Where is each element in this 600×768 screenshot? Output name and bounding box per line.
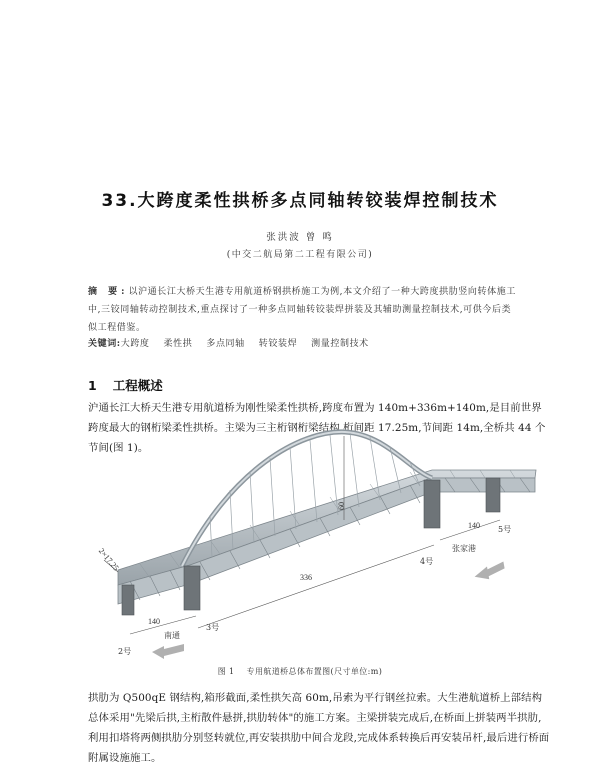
direction-north-label: 张家港 bbox=[452, 544, 476, 553]
figure-caption-text: 专用航道桥总体布置图(尺寸单位:m) bbox=[246, 667, 383, 676]
abstract-label: 摘 要: bbox=[88, 287, 129, 297]
keyword: 大跨度 bbox=[120, 339, 150, 349]
paragraph-1: 沪通长江大桥天生港专用航道桥为刚性梁柔性拱桥,跨度布置为 140m+336m+140m,是目前世界跨度最大的钢桁梁柔性拱桥。主梁为三主桁钢桁梁结构,桁间距 17.25m,节间距 14m,全桥共 44 个节间(图 1)。 bbox=[88, 402, 546, 454]
deck-side bbox=[118, 478, 535, 604]
dim-span-right-label: 140 bbox=[468, 521, 480, 530]
keyword: 柔性拱 bbox=[163, 339, 193, 349]
paper-title: 33.大跨度柔性拱桥多点同轴转铰装焊控制技术 bbox=[101, 191, 499, 211]
abstract-text: 以沪通长江大桥天生港专用航道桥钢拱桥施工为例,本文介绍了一种大跨度拱肋竖向转体施工中,三铰同轴转动控制技术,重点探讨了一种多点同轴转铰装焊拼装及其辅助测量控制技术,可供今后类似工程借鉴。 bbox=[88, 287, 516, 333]
dim-span-main-label: 336 bbox=[300, 573, 312, 582]
keyword: 测量控制技术 bbox=[311, 339, 369, 349]
dim-left bbox=[130, 616, 196, 634]
figure-caption bbox=[0, 666, 600, 677]
pier-5-label: 5号 bbox=[498, 525, 512, 534]
pier-4-label: 4号 bbox=[420, 557, 434, 566]
pier-3-label: 3号 bbox=[206, 623, 220, 632]
pier-3 bbox=[184, 566, 200, 610]
piers bbox=[122, 478, 500, 615]
paragraph-2: 拱肋为 Q500qE 钢结构,箱形截面,柔性拱矢高 60m,吊索为平行钢丝拉索。大生港航道桥上部结构总体采用"先梁后拱,主桁散件悬拼,拱肋转体"的施工方案。主梁拼装完成后,在桥面上拼装两半拱肋,利用扣塔将两侧拱肋分别竖转就位,再安装拱肋中间合龙段,完成体系转换后再安装吊杆,最后进行桥面附属设施施工。 bbox=[88, 692, 550, 764]
keyword: 多点同轴 bbox=[206, 339, 245, 349]
keyword: 转铰装焊 bbox=[258, 339, 298, 349]
pier-2 bbox=[122, 585, 134, 615]
dim-width-label: 2×17.25 bbox=[96, 546, 121, 573]
dim-span-left-label: 140 bbox=[148, 617, 160, 626]
pier-5 bbox=[486, 478, 500, 512]
figure-label: 图 1 bbox=[217, 667, 235, 676]
pier-4 bbox=[424, 480, 440, 528]
section-number: 1 bbox=[88, 378, 97, 393]
direction-south-label: 南通 bbox=[164, 631, 180, 640]
keywords-label: 关键词: bbox=[88, 339, 121, 349]
dim-rise-label: 60 bbox=[337, 502, 346, 510]
arrow-south bbox=[152, 644, 184, 659]
authors: 张洪波 曾 鸣 bbox=[266, 232, 334, 243]
affiliation: (中交二航局第二工程有限公司) bbox=[226, 250, 374, 260]
arrow-north bbox=[473, 562, 506, 582]
pier-2-label: 2号 bbox=[118, 647, 132, 656]
section-title: 工程概述 bbox=[112, 378, 163, 393]
